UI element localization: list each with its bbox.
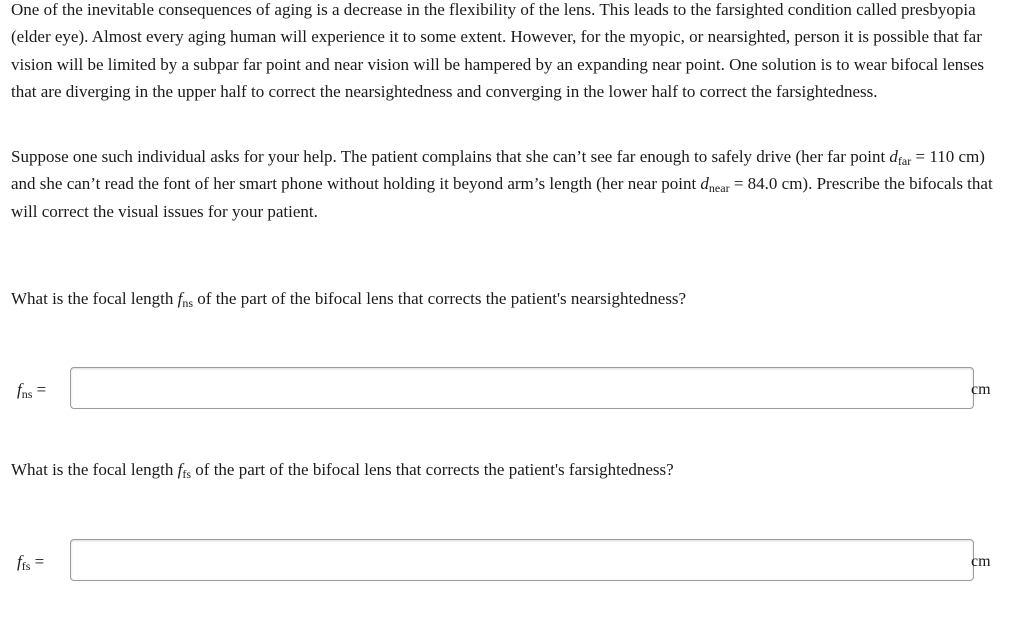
answer-label-fns — [17, 376, 46, 403]
fns-unit-label: cm — [971, 381, 991, 398]
question-text-a: What is the focal length — [11, 289, 178, 308]
dnear-symbol: d — [700, 174, 709, 194]
answer-label-var: f — [17, 552, 22, 571]
question-farsightedness — [11, 456, 1001, 483]
answer-label-sub: fs — [21, 559, 31, 573]
question-text-b: of the part of the bifocal lens that corrects the patient's nearsightedness? — [193, 289, 687, 308]
ffs-answer-input[interactable] — [70, 539, 974, 581]
answer-label-eq: = — [30, 552, 45, 571]
intro-paragraph-1: One of the inevitable consequences of aging is a decrease in the flexibility of the lens. This leads to the farsighted condition called presbyopia (elder eye). Almost every aging human will experience it to some extent. However, for the myopic, or nearsighted, person it is possible that far vision will be limited by a subpar far point and near vision will be hampered by an expanding near point. One solution is to wear bifocal lenses that are diverging in the upper half to correct the nearsightedness and converging in the lower half to correct the farsightedness. — [11, 0, 985, 101]
question-text-a: What is the focal length — [11, 460, 178, 479]
question-nearsightedness — [11, 285, 1001, 312]
ffs-unit-label: cm — [971, 553, 991, 570]
dfar-symbol: d — [889, 147, 898, 166]
fns-subscript: ns — [182, 296, 194, 310]
dfar-subscript: far — [897, 154, 912, 168]
ffs-symbol: f — [177, 460, 183, 479]
dnear-subscript: near — [708, 181, 730, 196]
question-text-b: of the part of the bifocal lens that corrects the patient's farsightedness? — [191, 460, 674, 479]
answer-row-ffs — [0, 539, 1024, 585]
answer-label-var: f — [17, 380, 22, 399]
ffs-subscript: fs — [182, 467, 192, 481]
answer-label-sub: ns — [21, 387, 33, 401]
intro-p2-text-a: Suppose one such individual asks for your help. The patient complains that she can’t see far enough to safely drive (her far point — [11, 147, 890, 166]
fns-symbol: f — [177, 289, 183, 308]
intro-paragraph-2 — [11, 143, 1001, 225]
fns-answer-input[interactable] — [70, 367, 974, 409]
answer-label-eq: = — [32, 380, 47, 399]
intro-p2-text-b: = 110 cm) and she can’t read the font of her smart phone without holding it beyond arm’s length (her near point — [11, 147, 985, 194]
answer-row-fns — [0, 367, 1024, 413]
answer-label-ffs — [17, 548, 44, 575]
intro-p2-text-c: = 84.0 cm). Prescribe the bifocals that will correct the visual issues for your patient. — [11, 174, 993, 221]
